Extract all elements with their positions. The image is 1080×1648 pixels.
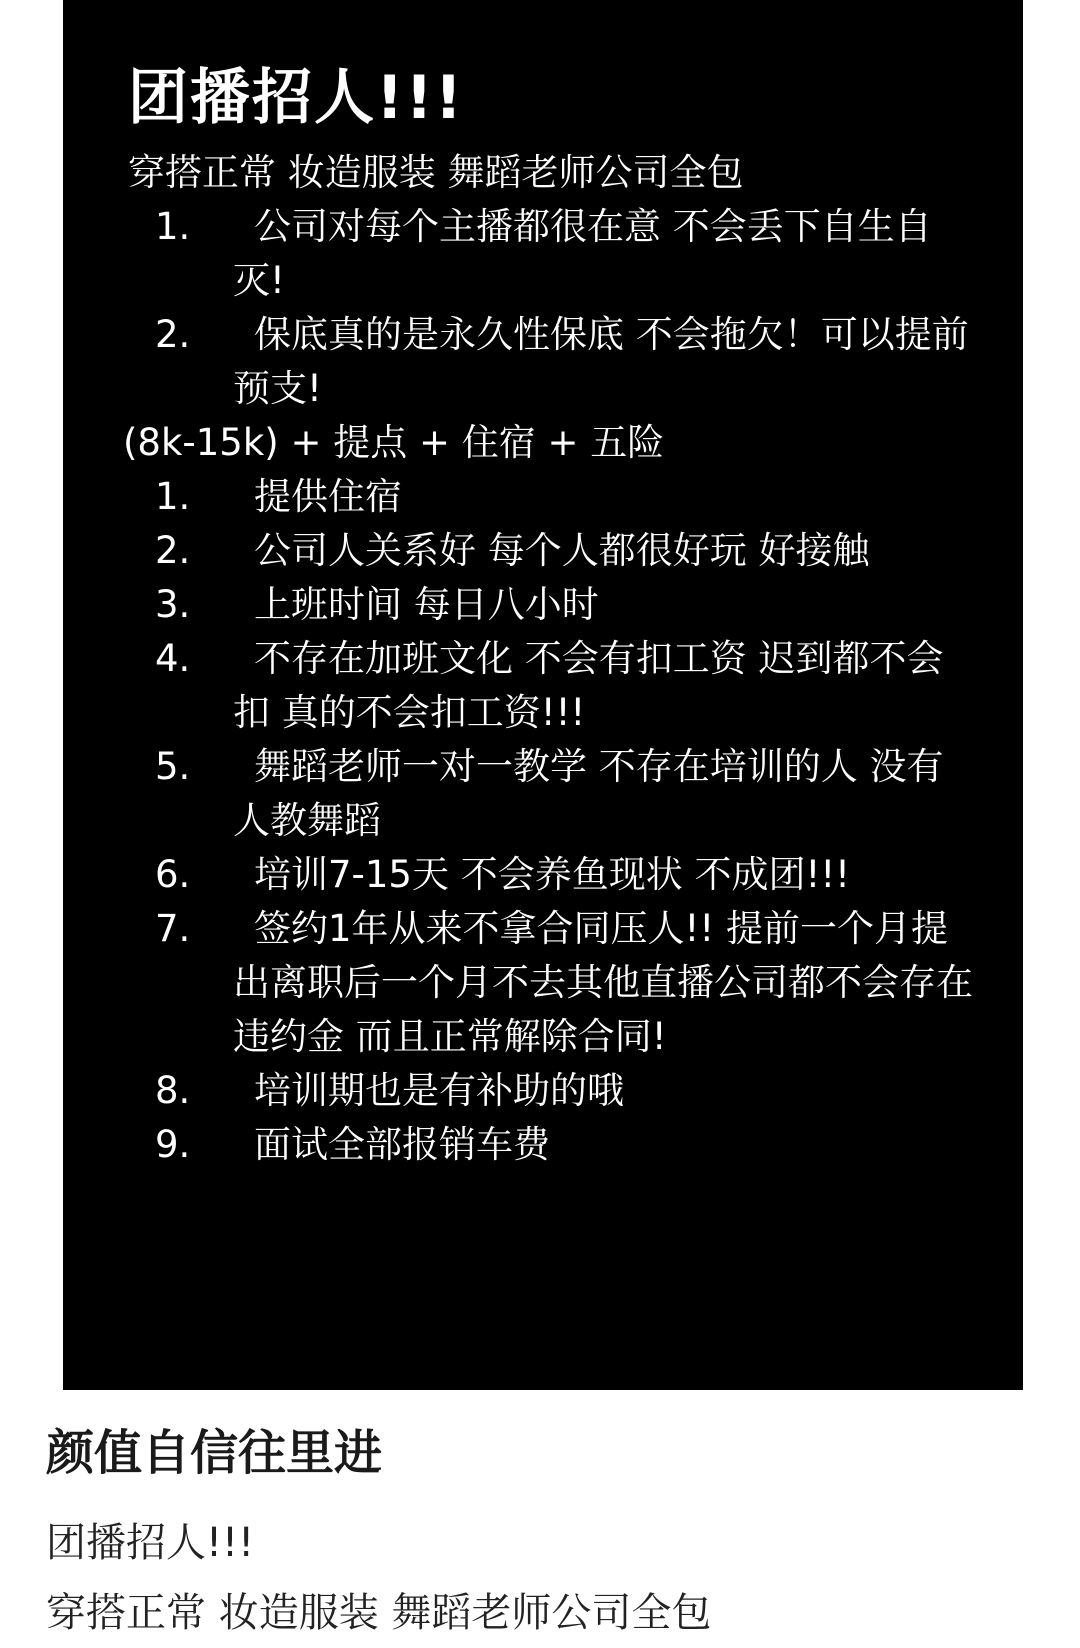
benefits-list-2 — [128, 470, 983, 1172]
post-image[interactable] — [63, 0, 1023, 1390]
list-item — [128, 1064, 983, 1118]
list-item — [128, 902, 983, 1064]
list-text: 不存在加班文化 不会有扣工资 迟到都不会扣 真的不会扣工资!!! — [233, 637, 944, 734]
list-item — [128, 308, 983, 416]
list-number: 5. — [155, 745, 191, 788]
list-text: 舞蹈老师一对一教学 不存在培训的人 没有人教舞蹈 — [233, 745, 944, 842]
list-text: 签约1年从来不拿合同压人!! 提前一个月提出离职后一个月不去其他直播公司都不会存在违约金 而且正常解除合同! — [233, 907, 973, 1058]
list-item — [128, 740, 983, 848]
list-item — [128, 632, 983, 740]
list-number: 1. — [155, 205, 191, 248]
list-text: 面试全部报销车费 — [254, 1123, 550, 1166]
list-text: 公司人关系好 每个人都很好玩 好接触 — [254, 529, 870, 572]
list-item — [128, 200, 983, 308]
list-number: 1. — [155, 475, 191, 518]
list-text: 培训期也是有补助的哦 — [254, 1069, 624, 1112]
benefits-list-1 — [128, 200, 983, 416]
list-item — [128, 524, 983, 578]
post-body-line: 团播招人!!! — [46, 1520, 255, 1566]
list-number: 2. — [155, 529, 191, 572]
list-number: 2. — [155, 313, 191, 356]
list-number: 8. — [155, 1069, 191, 1112]
list-text: 上班时间 每日八小时 — [254, 583, 599, 626]
list-text: 提供住宿 — [254, 475, 402, 518]
list-number: 4. — [155, 637, 191, 680]
post-title: 颜值自信往里进 — [46, 1425, 383, 1481]
list-number: 9. — [155, 1123, 191, 1166]
list-item — [128, 578, 983, 632]
list-number: 6. — [155, 853, 191, 896]
list-item — [128, 848, 983, 902]
list-number: 7. — [155, 907, 191, 950]
list-number: 3. — [155, 583, 191, 626]
post-content — [46, 1420, 1046, 1648]
list-text: 公司对每个主播都很在意 不会丢下自生自灭! — [233, 205, 932, 302]
list-item — [128, 1118, 983, 1172]
image-title: 团播招人!!! — [128, 63, 465, 133]
list-item — [128, 470, 983, 524]
list-text: 培训7-15天 不会养鱼现状 不成团!!! — [254, 853, 850, 896]
list-text: 保底真的是永久性保底 不会拖欠！可以提前预支! — [233, 313, 969, 410]
post-body-line: 穿搭正常 妆造服装 舞蹈老师公司全包 — [46, 1590, 712, 1636]
image-intro: 穿搭正常 妆造服装 舞蹈老师公司全包 — [128, 151, 744, 194]
salary-line: (8k-15k) + 提点 + 住宿 + 五险 — [123, 421, 665, 464]
